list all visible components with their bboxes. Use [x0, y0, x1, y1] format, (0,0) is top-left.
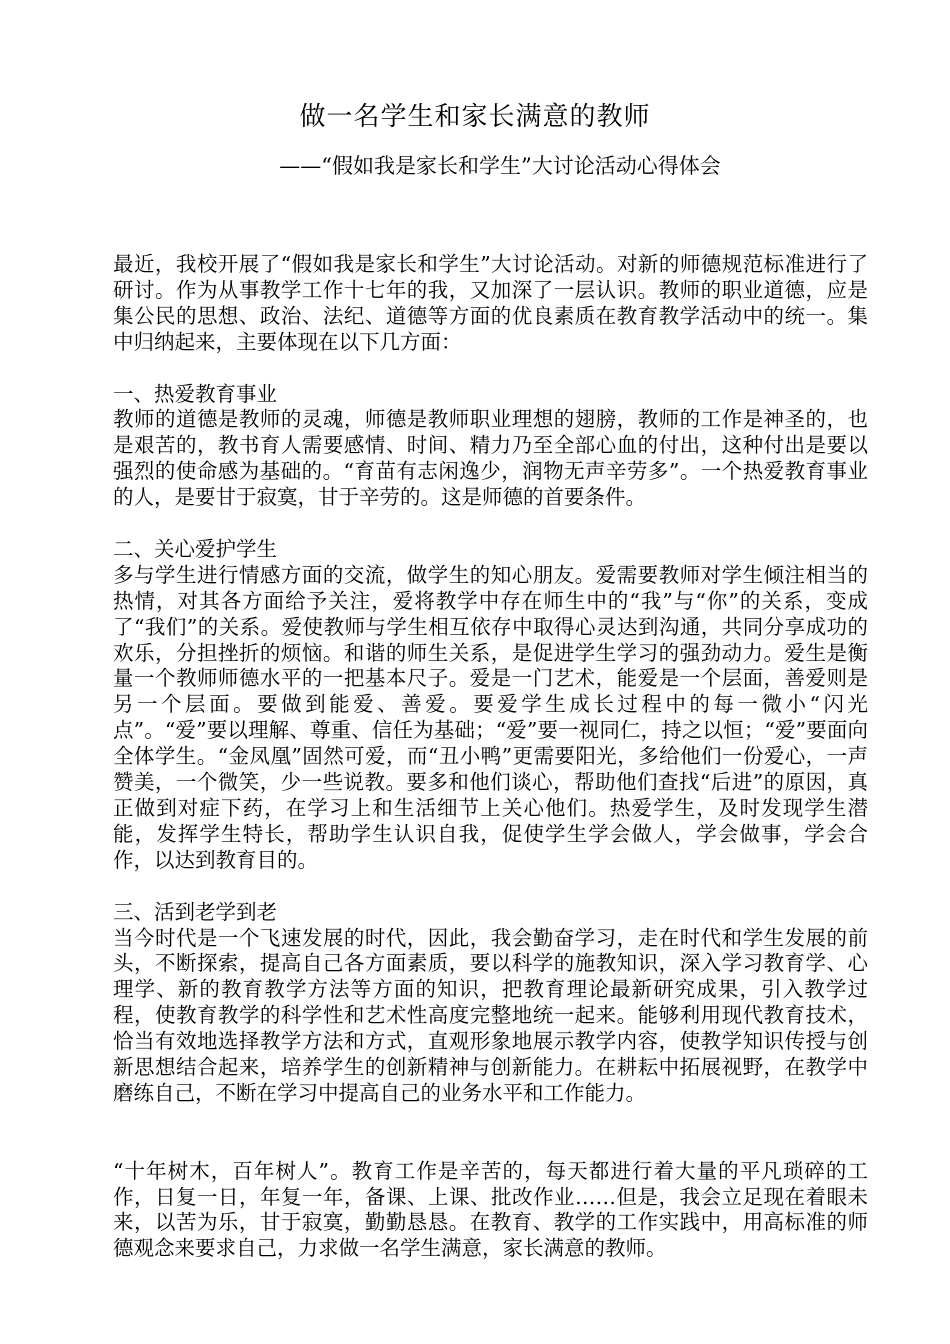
- section-heading-1: 一、热爱教育事业: [113, 381, 277, 406]
- document-body: [113, 252, 868, 1262]
- section-paragraph-3: 当今时代是一个飞速发展的时代，因此，我会勤奋学习，走在时代和学生发展的前头，不断探索，提高自己各方面素质，要以科学的施教知识，深入学习教育学、心理学、新的教育教学方法等方面的知识，把教育理论最新研究成果，引入教学过程，使教育教学的科学性和艺术性高度完整地统一起来。能够利用现代教育技术，恰当有效地选择教学方法和方式，直观形象地展示教学内容，使教学知识传授与创新思想结合起来，培养学生的创新精神与创新能力。在耕耘中拓展视野，在教学中磨练自己，不断在学习中提高自己的业务水平和工作能力。: [113, 925, 868, 1105]
- section-paragraph-1: 教师的道德是教师的灵魂，师德是教师职业理想的翅膀，教师的工作是神圣的，也是艰苦的，教书育人需要感情、时间、精力乃至全部心血的付出，这种付出是要以强烈的使命感为基础的。“育苗有志闲逸少，润物无声辛劳多”。一个热爱教育事业的人，是要甘于寂寞，甘于辛劳的。这是师德的首要条件。: [113, 407, 868, 510]
- document-title: 做一名学生和家长满意的教师: [299, 102, 651, 132]
- section-heading-2: 二、关心爱护学生: [113, 536, 277, 561]
- section-paragraph-2: 多与学生进行情感方面的交流，做学生的知心朋友。爱需要教师对学生倾注相当的热情，对其各方面给予关注，爱将教学中存在师生中的“我”与“你”的关系，变成了“我们”的关系。爱使教师与学生相互依存中取得心灵达到沟通，共同分享成功的欢乐，分担挫折的烦恼。和谐的师生关系，是促进学生学习的强劲动力。爱生是衡量一个教师师德水平的一把基本尺子。爱是一门艺术，能爱是一个层面，善爱则是另一个层面。要做到能爱、善爱。要爱学生成长过程中的每一微小“闪光点”。“爱”要以理解、尊重、信任为基础；“爱”要一视同仁，持之以恒；“爱”要面向全体学生。“金凤凰”固然可爱，而“丑小鸭”更需要阳光，多给他们一份爱心，一声赞美，一个微笑，少一些说教。要多和他们谈心，帮助他们查找“后进”的原因，真正做到对症下药，在学习上和生活细节上关心他们。热爱学生，及时发现学生潜能，发挥学生特长，帮助学生认识自我，促使学生学会做人，学会做事，学会合作，以达到教育目的。: [113, 562, 868, 872]
- paragraph-spacer: [113, 874, 868, 900]
- intro-paragraph: 最近，我校开展了“假如我是家长和学生”大讨论活动。对新的师德规范标准进行了研讨。作为从事教学工作十七年的我，又加深了一层认识。教师的职业道德，应是集公民的思想、政治、法纪、道德等方面的优良素质在教育教学活动中的统一。集中归纳起来，主要体现在以下几方面：: [113, 252, 868, 354]
- paragraph-spacer: [113, 511, 868, 537]
- conclusion-paragraph: “十年树木，百年树人”。教育工作是辛苦的，每天都进行着大量的平凡琐碎的工作，日复一日，年复一年，备课、上课、批改作业……但是，我会立足现在着眼未来，以苦为乐，甘于寂寞，勤勤恳恳。在教育、教学的工作实践中，用高标准的师德观念来要求自己，力求做一名学生满意，家长满意的教师。: [113, 1158, 868, 1261]
- paragraph-spacer: [113, 356, 868, 382]
- section-heading-3: 三、活到老学到老: [113, 899, 277, 924]
- document-subtitle: ——“假如我是家长和学生”大讨论活动心得体会: [279, 154, 721, 178]
- paragraph-spacer: [113, 1107, 868, 1159]
